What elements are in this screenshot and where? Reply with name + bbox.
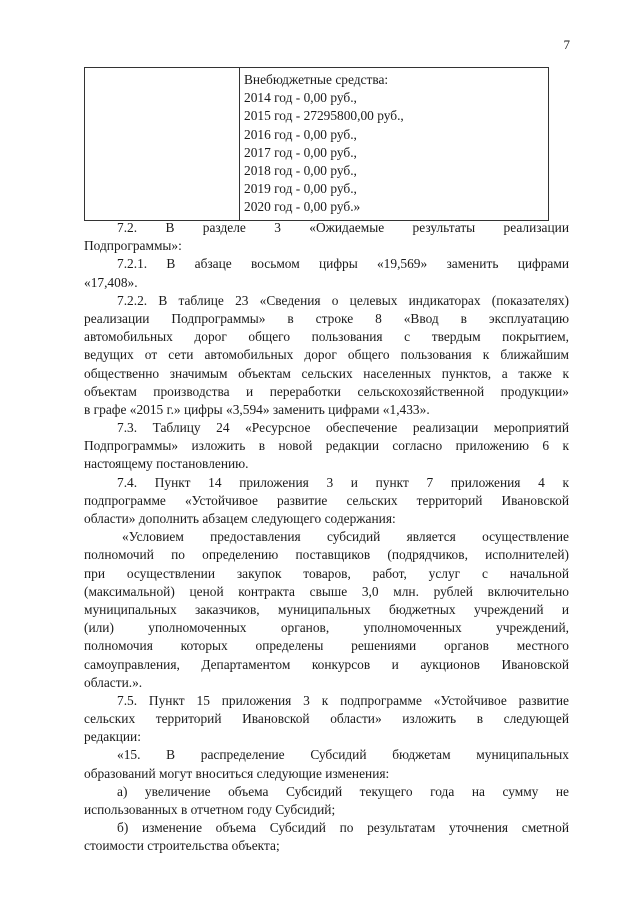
text-line: 7.2.2. В таблице 23 «Сведения о целевых индикаторах (показателях) [117,292,569,308]
text-line: 7.5. Пункт 15 приложения 3 к подпрограмме «Устойчивое развитие [117,692,569,708]
table-cell-extrabudgetary [240,68,549,221]
text-line: общественно значимым объектам сельских населенных пунктов, а также к [84,365,569,381]
table-line: 2017 год - 0,00 руб., [244,144,357,160]
table-line: 2019 год - 0,00 руб., [244,181,357,197]
text-line: «15. В распределение Субсидий бюджетам муниципальных [117,747,569,763]
text-line: «17,408». [84,274,138,290]
text-line: 7.2. В разделе 3 «Ожидаемые результаты реализации [117,220,569,235]
text-line: сельских территорий Ивановской области» изложить в следующей [84,711,569,727]
text-line: подпрограмме «Устойчивое развитие сельских территорий Ивановской [84,492,569,508]
table-line: 2015 год - 27295800,00 руб., [244,108,404,124]
table-line: 2018 год - 0,00 руб., [244,163,357,179]
text-line: полномочия которых определены решениями органов местного [84,638,569,654]
table-line: 2020 год - 0,00 руб.» [244,199,361,215]
text-line: б) изменение объема Субсидий по результатам уточнения сметной [117,820,569,836]
text-line: стоимости строительства объекта; [84,838,280,854]
text-line: объектам производства и переработки сельскохозяйственной продукции» [84,383,569,399]
budget-table [84,67,549,221]
text-line: области» дополнить абзацем следующего содержания: [84,511,396,526]
text-line: Подпрограммы» изложить в новой редакции согласно приложению 6 к [84,438,569,454]
text-line: 7.4. Пункт 14 приложения 3 и пункт 7 приложения 4 к [117,474,569,490]
text-line: ведущих от сети автомобильных дорог общего пользования к ближайшим [84,347,569,363]
table-cell-empty [85,68,240,221]
text-line: (максимальной) ценой контракта свыше 3,0 млн. рублей включительно [84,583,569,599]
text-line: использованных в отчетном году Субсидий; [84,802,336,817]
text-line: автомобильных дорог общего пользования с твердым покрытием, [84,329,569,345]
table-row [85,68,549,221]
text-line: а) увеличение объема Субсидий текущего года на сумму не [117,783,569,799]
text-line: Подпрограммы»: [84,238,182,254]
text-line: (или) уполномоченных органов, уполномоченных учреждений, [84,620,569,636]
text-line: 7.3. Таблицу 24 «Ресурсное обеспечение реализации мероприятий [117,420,569,436]
text-line: области.». [84,674,143,690]
document-body [84,219,569,856]
text-line: при осуществлении закупок товаров, работ, услуг с начальной [84,565,569,581]
page-number: 7 [563,37,570,52]
table-line: 2014 год - 0,00 руб., [244,90,357,106]
text-line: 7.2.1. В абзаце восьмом цифры «19,569» заменить цифрами [117,256,569,272]
text-line: образований могут вноситься следующие изменения: [84,765,390,781]
text-line: реализации Подпрограммы» в строке 8 «Ввод в эксплуатацию [84,310,569,326]
text-line: самоуправления, Департаментом конкурсов и аукционов Ивановской [84,656,569,672]
text-line: «Условием предоставления субсидий является осуществление [122,529,569,545]
text-line: редакции: [84,729,141,745]
text-line: настоящему постановлению. [84,456,249,472]
table-line: 2016 год - 0,00 руб., [244,126,357,142]
text-line: муниципальных заказчиков, муниципальных бюджетных учреждений и [84,601,569,617]
table-line: Внебюджетные средства: [244,72,389,87]
text-line: в графе «2015 г.» цифры «3,594» заменить цифрами «1,433». [84,401,430,417]
text-line: полномочий по определению поставщиков (подрядчиков, исполнителей) [84,547,569,563]
